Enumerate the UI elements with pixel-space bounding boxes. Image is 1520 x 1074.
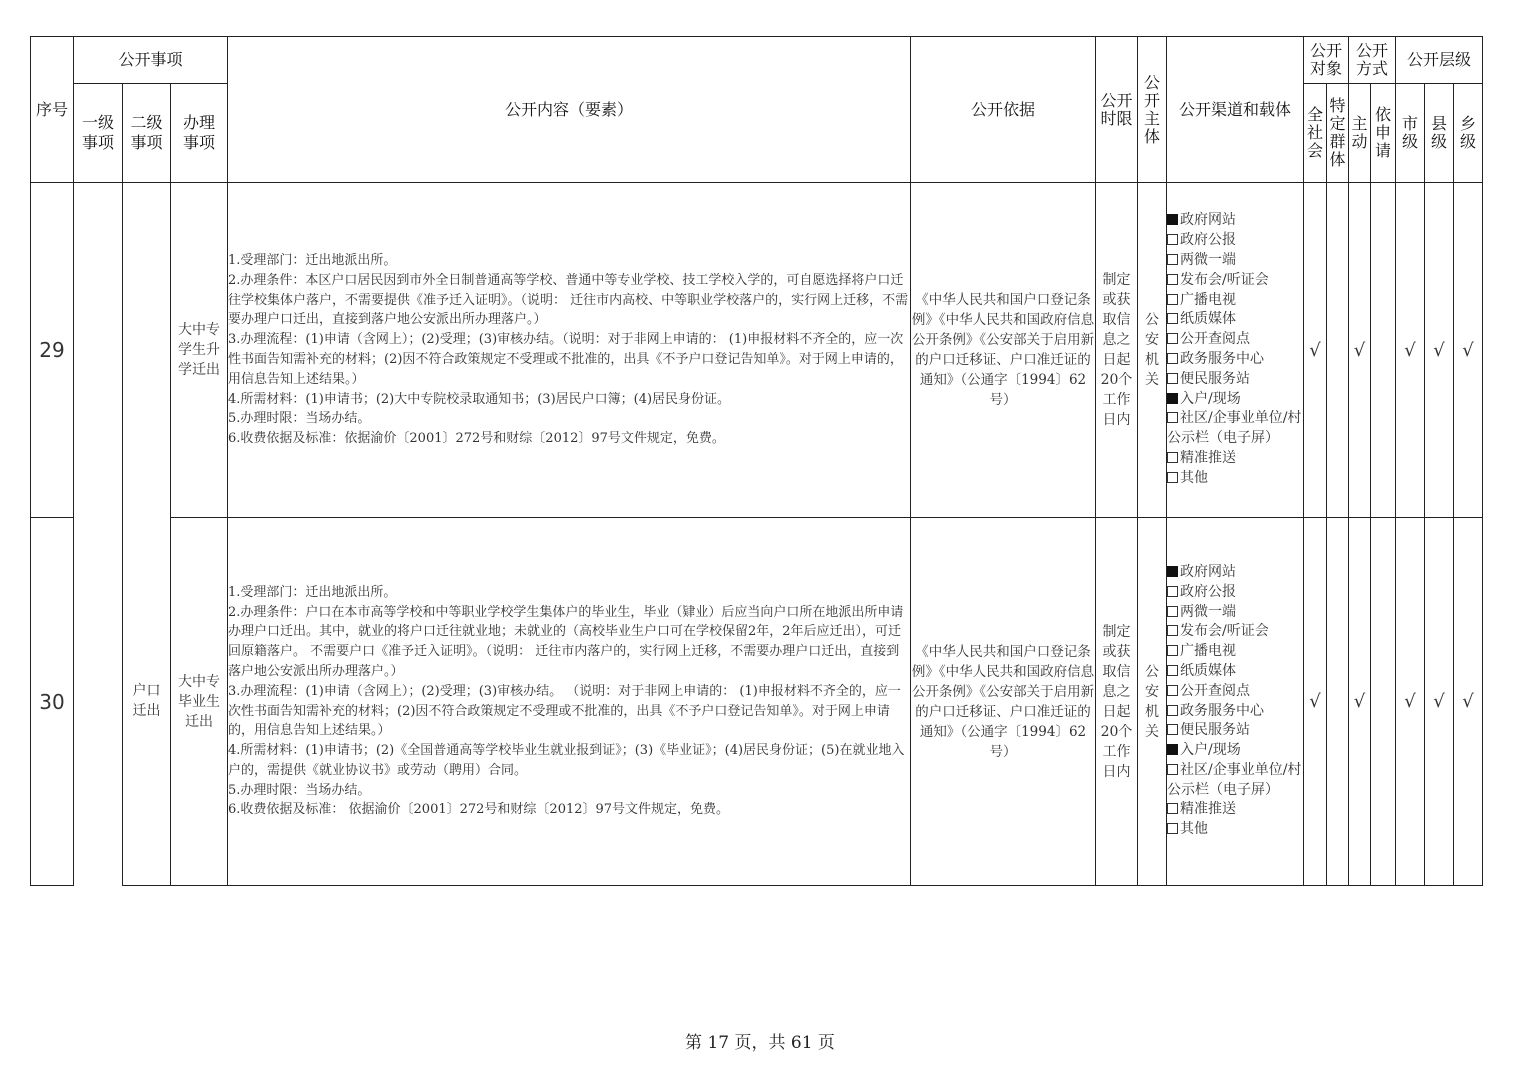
level-town-check: √ [1454, 518, 1483, 886]
object-all-check: √ [1304, 518, 1327, 886]
channel-item [1167, 251, 1303, 271]
content-line: 5.办理时限：当场办结。 [228, 782, 371, 798]
content-line: 3.办理流程：(1)申请（含网上）；(2)受理；(3)审核办结。（说明：对于非网上申请的： (1)申报材料不齐全的，应一次性书面告知需补充的材料；(2)因不符合政策规定不受理或不批准的，出具《不予户口登记告知单》。对于网上申请的，用信息告知上述结果。） [228, 332, 904, 387]
checked-box-icon [1167, 744, 1178, 755]
method-request-check [1371, 518, 1396, 886]
content-line: 1.受理部门：迁出地派出所。 [228, 253, 397, 269]
header-level-town [1454, 84, 1483, 183]
channel-label: 发布会/听证会 [1180, 271, 1269, 288]
time-limit-text: 制定或获取信息之日起20个工作日内 [1100, 623, 1133, 780]
table-row [31, 183, 1483, 518]
table-row [31, 518, 1483, 886]
channel-label: 其他 [1180, 821, 1208, 838]
unchecked-box-icon [1167, 254, 1178, 265]
handling-cell [171, 518, 228, 886]
header-seq: 序号 [31, 37, 74, 183]
channel-label: 便民服务站 [1180, 370, 1250, 387]
channel-label: 纸质媒体 [1180, 662, 1236, 679]
header-channel: 公开渠道和载体 [1167, 37, 1304, 183]
header-method-group-text: 公开方式 [1355, 41, 1388, 78]
header-method-request-text: 依申请 [1375, 105, 1392, 160]
channel-item [1167, 211, 1303, 231]
level2-cell [123, 183, 171, 518]
unchecked-box-icon [1167, 234, 1178, 245]
unchecked-box-icon [1167, 274, 1178, 285]
checked-box-icon [1167, 393, 1178, 404]
channel-item [1167, 662, 1303, 682]
channel-label: 公开查阅点 [1180, 682, 1250, 699]
channel-item [1167, 563, 1303, 583]
channel-item [1167, 702, 1303, 722]
handling-text: 大中专毕业生迁出 [178, 673, 220, 730]
level2-cell [123, 518, 171, 886]
header-time-limit [1096, 37, 1138, 183]
handling-text: 大中专学生升学迁出 [178, 322, 220, 378]
checked-box-icon [1167, 214, 1178, 225]
unchecked-box-icon [1167, 645, 1178, 656]
method-request-check [1371, 183, 1396, 518]
unchecked-box-icon [1167, 472, 1178, 483]
unchecked-box-icon [1167, 665, 1178, 676]
header-level-county [1425, 84, 1454, 183]
header-level-county-text: 县级 [1431, 114, 1448, 151]
channel-item [1167, 603, 1303, 623]
level-county-check: √ [1425, 518, 1454, 886]
row-seq: 30 [31, 518, 74, 886]
content-line: 3.办理流程：(1)申请（含网上）；(2)受理；(3)审核办结。 （说明：对于非网上申请的： (1)申报材料不齐全的，应一次性书面告知需补充的材料；(2)因不符合政策规定不受理或不批准的，出具《不予户口登记告知单》。对于网上申请的，用信息告知上述结果。） [228, 683, 901, 739]
page-number: 第 17 页，共 61 页 [685, 1033, 835, 1053]
channel-label: 两微一端 [1180, 603, 1236, 620]
channel-label: 入户/现场 [1180, 742, 1241, 759]
channel-item [1167, 310, 1303, 330]
unchecked-box-icon [1167, 724, 1178, 735]
header-handling-text: 办理事项 [182, 113, 215, 152]
header-method-request [1371, 84, 1396, 183]
header-object-specific [1327, 84, 1349, 183]
unchecked-box-icon [1167, 313, 1178, 324]
subject-cell [1138, 183, 1167, 518]
header-object-group-text: 公开对象 [1309, 41, 1342, 78]
unchecked-box-icon [1167, 294, 1178, 305]
time-limit-cell [1096, 518, 1138, 886]
channel-item [1167, 350, 1303, 370]
header-handling [171, 84, 228, 183]
header-level1 [74, 84, 123, 183]
channel-cell [1167, 518, 1304, 886]
subject-text: 公安机关 [1145, 663, 1159, 740]
channel-label: 纸质媒体 [1180, 311, 1236, 328]
header-subject-text: 公开主体 [1144, 72, 1161, 146]
channel-item [1167, 642, 1303, 662]
object-specific-check [1327, 183, 1349, 518]
unchecked-box-icon [1167, 803, 1178, 814]
channel-item [1167, 291, 1303, 311]
header-object-all-text: 全社会 [1307, 105, 1324, 160]
channel-label: 其他 [1180, 469, 1208, 486]
content-line: 4.所需材料：(1)申请书；(2)大中专院校录取通知书；(3)居民户口簿；(4)居民身份证。 [228, 391, 731, 407]
channel-item [1167, 231, 1303, 251]
header-level-city-text: 市级 [1402, 114, 1419, 151]
unchecked-box-icon [1167, 625, 1178, 636]
channel-label: 两微一端 [1180, 252, 1236, 269]
handling-cell [171, 183, 228, 518]
content-line: 6.收费依据及标准： 依据渝价〔2001〕272号和财综〔2012〕97号文件规定，免费。 [228, 802, 730, 818]
level-city-check: √ [1396, 183, 1425, 518]
channel-item [1167, 330, 1303, 350]
header-level2-text: 二级事项 [130, 113, 163, 152]
object-specific-check [1327, 518, 1349, 886]
channel-label: 政务服务中心 [1180, 702, 1264, 719]
channel-item [1167, 741, 1303, 761]
header-level2 [123, 84, 171, 183]
channel-item [1167, 409, 1303, 449]
header-object-specific-text: 特定群体 [1329, 96, 1346, 169]
unchecked-box-icon [1167, 586, 1178, 597]
channel-label: 精准推送 [1180, 801, 1236, 818]
channel-item [1167, 682, 1303, 702]
content-line: 1.受理部门：迁出地派出所。 [228, 584, 397, 600]
unchecked-box-icon [1167, 705, 1178, 716]
level1-cell [74, 183, 123, 886]
unchecked-box-icon [1167, 823, 1178, 834]
channel-item [1167, 800, 1303, 820]
unchecked-box-icon [1167, 606, 1178, 617]
channel-item [1167, 761, 1303, 801]
channel-label: 社区/企事业单位/村公示栏（电子屏） [1167, 761, 1302, 798]
content-line: 4.所需材料：(1)申请书；(2)《全国普通高等学校毕业生就业报到证》；(3)《毕业证》；(4)居民身份证；(5)在就业地入户的，需提供《就业协议书》或劳动（聘用）合同。 [228, 743, 905, 778]
channel-item [1167, 449, 1303, 469]
object-all-check: √ [1304, 183, 1327, 518]
method-active-check: √ [1349, 183, 1371, 518]
header-subject [1138, 37, 1167, 183]
header-level-town-text: 乡级 [1460, 114, 1477, 151]
header-level-group: 公开层级 [1396, 37, 1483, 84]
level-county-check: √ [1425, 183, 1454, 518]
channel-label: 政务服务中心 [1180, 351, 1264, 367]
channel-label: 精准推送 [1180, 449, 1236, 466]
method-active-check: √ [1349, 518, 1371, 886]
header-level1-text: 一级事项 [81, 113, 114, 152]
subject-text: 公安机关 [1145, 312, 1159, 388]
channel-item [1167, 622, 1303, 642]
channel-item [1167, 469, 1303, 489]
channel-label: 政府网站 [1180, 212, 1236, 229]
basis-cell: 《中华人民共和国户口登记条例》《中华人民共和国政府信息公开条例》《公安部关于启用新的户口迁移证、户口准迁证的通知》（公通字〔1994〕62号） [911, 183, 1096, 518]
content-cell [228, 183, 911, 518]
header-object-group [1304, 37, 1349, 84]
header-method-active [1349, 84, 1371, 183]
channel-list [1167, 211, 1303, 488]
header-level-city [1396, 84, 1425, 183]
channel-label: 公开查阅点 [1180, 331, 1250, 348]
unchecked-box-icon [1167, 373, 1178, 384]
unchecked-box-icon [1167, 764, 1178, 775]
content-line: 2.办理条件：本区户口居民因到市外全日制普通高等学校、普通中等专业学校、技工学校入学的，可自愿选择将户口迁往学校集体户落户，不需要提供《准予迁入证明》。（说明： 迁往市内高校、中等职业学校落户的，实行网上迁移，不需要办理户口迁出，直接到落户地公安派出所办理落户。） [228, 272, 909, 328]
channel-item [1167, 721, 1303, 741]
header-basis: 公开依据 [911, 37, 1096, 183]
header-method-group [1349, 37, 1396, 84]
channel-item [1167, 370, 1303, 390]
channel-label: 政府公报 [1180, 232, 1236, 249]
unchecked-box-icon [1167, 353, 1178, 364]
level2-text: 户口迁出 [132, 683, 161, 720]
checked-box-icon [1167, 566, 1178, 577]
subject-cell [1138, 518, 1167, 886]
basis-cell: 《中华人民共和国户口登记条例》《中华人民共和国政府信息公开条例》《公安部关于启用新的户口迁移证、户口准迁证的通知》（公通字〔1994〕62号） [911, 518, 1096, 886]
channel-cell [1167, 183, 1304, 518]
channel-label: 便民服务站 [1180, 722, 1250, 739]
time-limit-text: 制定或获取信息之日起20个工作日内 [1100, 272, 1133, 428]
unchecked-box-icon [1167, 452, 1178, 463]
header-object-all [1304, 84, 1327, 183]
header-method-active-text: 主动 [1351, 114, 1368, 151]
channel-item [1167, 390, 1303, 410]
channel-label: 政府公报 [1180, 583, 1236, 600]
level-city-check: √ [1396, 518, 1425, 886]
channel-label: 政府网站 [1180, 563, 1236, 580]
content-line: 6.收费依据及标准：依据渝价〔2001〕272号和财综〔2012〕97号文件规定，免费。 [228, 431, 725, 447]
disclosure-table [30, 36, 1483, 886]
channel-label: 广播电视 [1180, 291, 1236, 308]
unchecked-box-icon [1167, 412, 1178, 423]
level-town-check: √ [1454, 183, 1483, 518]
channel-label: 社区/企事业单位/村公示栏（电子屏） [1167, 410, 1302, 447]
channel-item [1167, 820, 1303, 840]
channel-list [1167, 563, 1303, 840]
channel-item [1167, 583, 1303, 603]
content-line: 2.办理条件：户口在本市高等学校和中等职业学校学生集体户的毕业生，毕业（肄业）后应当向户口所在地派出所申请办理户口迁出。其中，就业的将户口迁往就业地；未就业的（高校毕业生户口可在学校保留2年，2年后应迁出），可迁回原籍落户。 不需要户口《准予迁入证明》。（说明： 迁往市内落户的，实行网上迁移，不需要办理户口迁出，直接到落户地公安派出所办理落户。） [228, 604, 904, 679]
header-content: 公开内容（要素） [228, 37, 911, 183]
time-limit-cell [1096, 183, 1138, 518]
channel-label: 广播电视 [1180, 643, 1236, 660]
row-seq: 29 [31, 183, 74, 518]
header-public-items: 公开事项 [74, 37, 228, 84]
channel-label: 入户/现场 [1180, 390, 1241, 407]
channel-label: 发布会/听证会 [1180, 623, 1269, 640]
unchecked-box-icon [1167, 685, 1178, 696]
content-cell [228, 518, 911, 886]
content-line: 5.办理时限：当场办结。 [228, 411, 371, 427]
channel-item [1167, 271, 1303, 291]
header-time-limit-text: 公开时限 [1100, 90, 1133, 128]
unchecked-box-icon [1167, 333, 1178, 344]
